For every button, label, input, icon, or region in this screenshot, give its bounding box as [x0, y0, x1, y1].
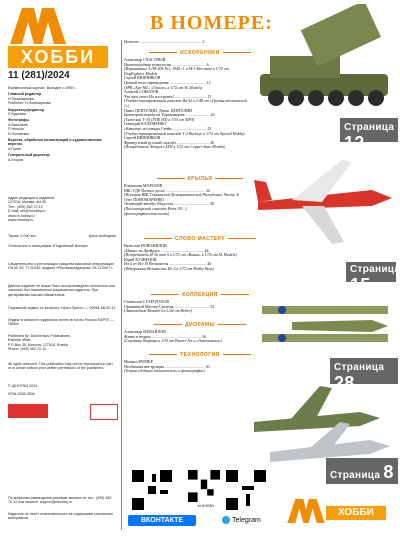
- journal-desc: Ежемесячный журнал. Выходит с 1995 г.: [8, 86, 76, 90]
- masthead-print: Тираж: 3 000 экз. Цена свободная: [8, 234, 116, 238]
- masthead-english-rights: All rights reserved. This publication may not be reproduced in part or in whole without prior written permission of the publishers.: [8, 362, 113, 371]
- page-tag: Страница 8: [330, 462, 394, 482]
- qr-code-telegram-icon[interactable]: [226, 470, 266, 510]
- masthead-registration: Свидетельство о регистрации средства массовой информации ПИ № ФС 77-30182, выдано «Россвязьнадзором» 25.11.2007 г.: [8, 262, 114, 271]
- section-heading: КРЫЛЬЯ: [140, 176, 260, 182]
- toc-section-5: Александр ИЗМАЙЛОВ Жизнь в недрах ................................................. 56 (Серийная диорама в 1/35 от Panzer Art и «Ачкёшенька»): [124, 329, 223, 344]
- logo-m-icon: [8, 6, 68, 46]
- section-heading: ДИОРАМЫ: [140, 322, 260, 328]
- toc-section-2: Владислав МОРОЗОВ ВВС ГДР. Полное досье ....................................... 32 (История ВВС Германской Демократической Республики. Часть 3) Олег ПОНОМАРЕНКО Летающий автобус Мадолли ................................... 38 (Пассажирский самолёт Potez 39/...) (фотографическая часть): [124, 183, 240, 216]
- masthead-fine-print: Издатель не несёт ответственности за содержание рекламных материалов.: [8, 512, 114, 521]
- page-tag: Страница 28: [334, 362, 385, 393]
- section-heading: ИСКОРЕНИКИ: [140, 50, 260, 56]
- toc-section-4: Станислав СТАРОДУБОВ Оранжевый Мастер-Система ................................... 52 (Автомобиль Renault 4 в 1/24 от Heller): [124, 299, 215, 314]
- telegram-link[interactable]: Telegram: [222, 515, 276, 526]
- bottom-logo: [286, 496, 394, 530]
- page-tag: Страница 12: [344, 122, 395, 153]
- masthead-column: [0, 0, 120, 536]
- masthead-subscribe-2: Индекс в каталоге подписных агентств почты России ПАРТЕ — П8904: [8, 318, 114, 327]
- masthead-printed: Отпечатано в типографии «Подлинный Вектор»: [8, 244, 89, 248]
- biplane-illustration: [252, 286, 398, 368]
- masthead-copyright: © ЦЕНТРАЗ 2024: [8, 384, 38, 388]
- bottom-logo-brand: ХОББИ: [326, 506, 386, 520]
- issue-number: 11 (281)/2024: [8, 70, 70, 81]
- logo-m-small-icon: [286, 496, 326, 526]
- chief-editor: Н.Полякарпова: [8, 96, 34, 101]
- toc-section-1: Александр СЧАСТНЫЙ Иконоподобная технология .................................. 6 (Израиевание А (М-209 Nr), 1945+1 и М-3 Sherman) в 1/72 от DogFighters Models Сергей ВИШНЯКОВ Цепной ноло-переведение .................................... 12 (ЗРК «Бук-М1» «Ганьзо» в 1/72 от W. Models) Алексей СОКОЛОВ Что нам стоит Ил построить? ............................... 15 (Учебно-тренировочный самолёт Як-52 в 1/48 от «Группы технической 1») Павел ЦЕПТЕЛИН, Денис ЦЕПТЕЛИН Бронетранспортёр на Харьковщине ........................ 20 (Тяжёлый Т-34 (УПЕ ИЗ) в 1/35 от ЗИЧ) Геннадий КАЛЕМЕНКО «Кавалер» из плеяды Стейн .................................. 23 (Учебно-тренировочный самолёт Т-2 Buckeye в 1/72 от Special Hobby) Сергей ВИШНЯКОВ Французский русский самолёт ................................ 26 (Истребитель Nieuport XXII в 1/32 от Copper State Models): [124, 57, 248, 150]
- logo-brand: ХОББИ: [8, 46, 108, 68]
- trainer-aircraft-illustration: [252, 150, 398, 250]
- toc-news: Новости .............................................................. 2: [124, 39, 205, 44]
- masthead-subscribe: Подписной индекс по каталогу «Урал-Пресс» — 90998 АВ-90-12: [8, 306, 116, 310]
- page-tag: Страница 15: [350, 264, 400, 295]
- masthead-staff: Ежемесячный журнал. Выходит с 1995 г. Главный редактор Н.Полякарпова Publisher: Н.Полякарпова Корректор/редактор Л.Бушкова Фотографы А.Васильев П.Нельзя И.Поповских Верстка, обработка иллюстраций и художественная вёрстка А.Гусев Генеральный директор А.Егоров: [8, 86, 116, 162]
- masthead-adverts: По вопросам размещения рекламы звоните по тел.: (499) 450-72-12 или пишите: support@mhobby.ru: [8, 496, 113, 505]
- partner-logo-right: [90, 404, 118, 420]
- masthead-english: Published by: Dolzhenkov Publications Editorial office: P.O.Box 35, Moscow, 127018, Russia Phone: (499) 450-72-12: [8, 334, 70, 352]
- qr-code-site-icon[interactable]: [188, 470, 220, 502]
- missile-launcher-illustration: [250, 4, 398, 112]
- section-heading: КОЛЛЕКЦИЯ: [140, 292, 260, 298]
- vk-link[interactable]: ВКОНТАКТЕ: [128, 515, 196, 526]
- masthead-address: Адрес редакции и издателя: 127018, Москва, а/я 35 Тел.: (499) 450-72-12 E-mail: mh@mhobby.ru www.m-hobby.ru www.mhobby.ru: [8, 196, 56, 223]
- section-heading: ТЕХНОЛОГИЯ: [140, 352, 260, 358]
- qr-site-label: M-HOBBY: [197, 504, 215, 508]
- partner-logo-left: [8, 404, 48, 418]
- section-heading: СЛОВО МАСТЕРУ: [140, 236, 260, 242]
- qr-code-vk-icon[interactable]: [132, 470, 172, 510]
- masthead-issn: ISSN 0208-0508: [8, 392, 35, 396]
- toc-section-6: Михаил РАТНЕР Необычная инструкция ........................................ 61 (Теория удобного технического и фотографии): [124, 359, 211, 374]
- masthead-rights: Данное издание не может быть воспроизведено полностью или частично без письменного разрешения издателя. При цитировании ссылка обязательна.: [8, 284, 115, 297]
- column-divider: [121, 40, 122, 530]
- toc-section-3: Вячеслав НОВОЖИЛОВ «Ишак» из Дрэйдаса ........................................... 44 (Истребитель И-16 тип 5 в 1/72 от «Вояки» в 1/35 от SL Models) Юрий КУЗНЕЦОВ Ил-2 от Ил-10 Вельмисты ..................................... 46 (Штурмовик Вельмисты Ил-2 в 1/72 от Hobby Boss): [124, 243, 237, 271]
- page-title: В НОМЕРЕ:: [150, 12, 273, 34]
